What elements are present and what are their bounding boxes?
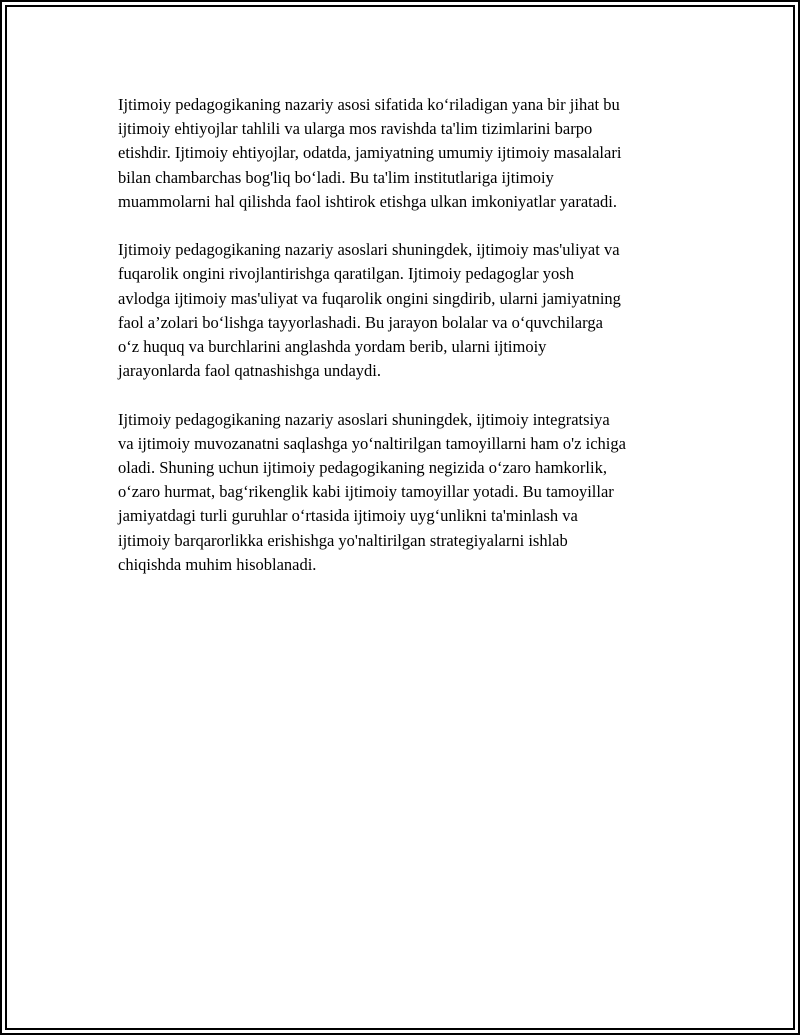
text-line: oladi. Shuning uchun ijtimoiy pedagogikaning negizida o‘zaro hamkorlik,: [118, 458, 607, 478]
text-line: o‘zaro hurmat, bag‘rikenglik kabi ijtimoiy tamoyillar yotadi. Bu tamoyillar: [118, 482, 614, 502]
text-line: va ijtimoiy muvozanatni saqlashga yo‘naltirilgan tamoyillarni ham o'z ichiga: [118, 433, 626, 453]
text-line: jamiyatdagi turli guruhlar o‘rtasida ijtimoiy uyg‘unlikni ta'minlash va: [118, 506, 578, 526]
document-body: [118, 93, 698, 577]
text-line: muammolarni hal qilishda faol ishtirok etishga ulkan imkoniyatlar yaratadi.: [118, 191, 618, 211]
text-line: Ijtimoiy pedagogikaning nazariy asosi sifatida ko‘riladigan yana bir jihat bu: [118, 95, 620, 114]
text-line: Ijtimoiy pedagogikaning nazariy asoslari shuningdek, ijtimoiy integratsiya: [118, 409, 610, 429]
text-line: jarayonlarda faol qatnashishga undaydi.: [118, 361, 381, 381]
text-line: Ijtimoiy pedagogikaning nazariy asoslari shuningdek, ijtimoiy mas'uliyat va: [118, 240, 620, 260]
text-line: chiqishda muhim hisoblanadi.: [118, 554, 317, 574]
text-line: etishdir. Ijtimoiy ehtiyojlar, odatda, jamiyatning umumiy ijtimoiy masalalari: [118, 143, 622, 163]
paragraph-1: [118, 93, 698, 214]
text-line: ijtimoiy ehtiyojlar tahlili va ularga mos ravishda ta'lim tizimlarini barpo: [118, 119, 593, 139]
text-line: bilan chambarchas bog'liq bo‘ladi. Bu ta'lim institutlariga ijtimoiy: [118, 167, 554, 187]
paragraph-2: [118, 238, 698, 383]
text-line: fuqarolik ongini rivojlantirishga qaratilgan. Ijtimoiy pedagoglar yosh: [118, 264, 574, 284]
text-line: faol a’zolari bo‘lishga tayyorlashadi. Bu jarayon bolalar va o‘quvchilarga: [118, 312, 603, 332]
text-line: o‘z huquq va burchlarini anglashda yordam berib, ularni ijtimoiy: [118, 337, 547, 357]
paragraph-3: [118, 408, 698, 577]
text-line: avlodga ijtimoiy mas'uliyat va fuqarolik ongini singdirib, ularni jamiyatning: [118, 288, 621, 308]
text-line: ijtimoiy barqarorlikka erishishga yo'naltirilgan strategiyalarni ishlab: [118, 530, 568, 550]
